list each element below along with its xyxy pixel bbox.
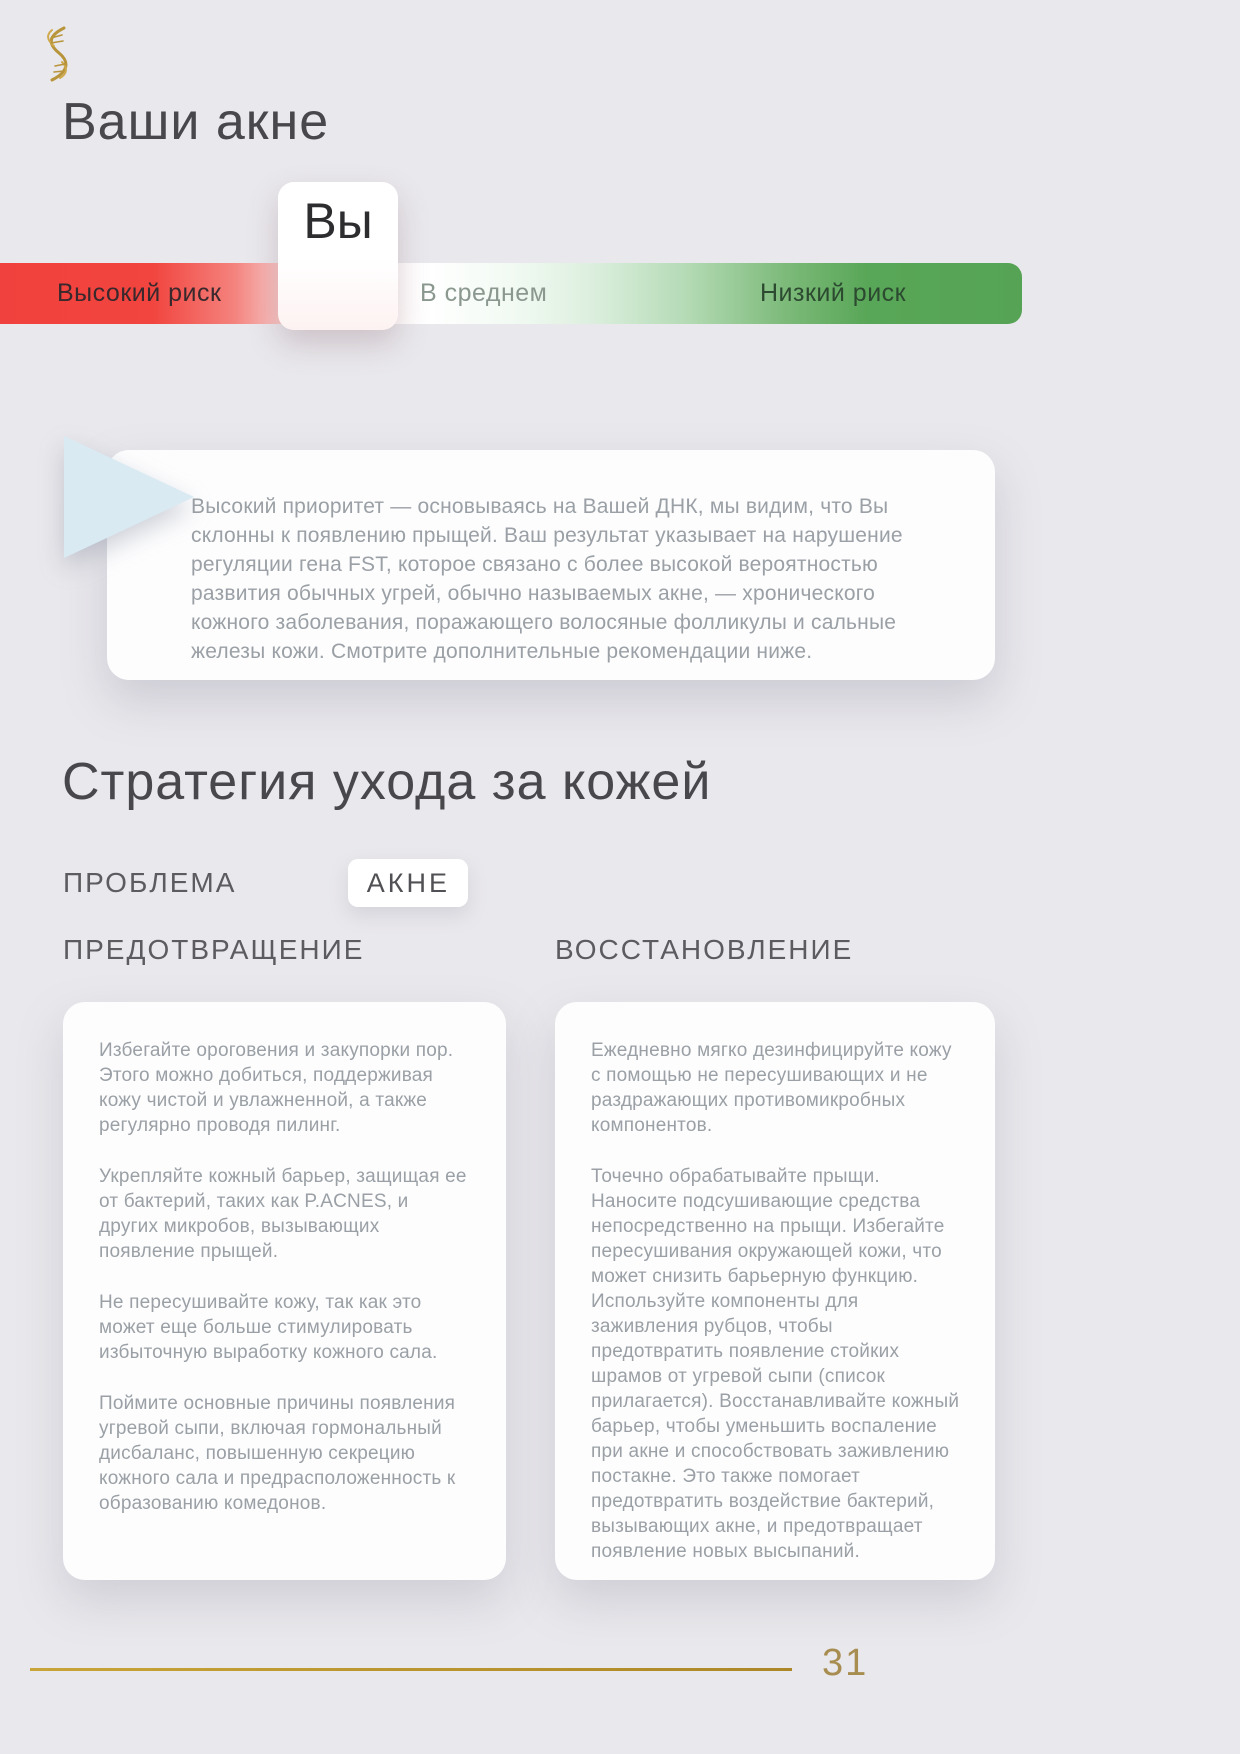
prevention-paragraph: Не пересушивайте кожу, так как это может еще больше стимулировать избыточную выработку кожного сала. (99, 1292, 438, 1363)
you-marker-label: Вы (303, 193, 373, 249)
prevention-paragraph: Поймите основные причины появления угревой сыпи, включая гормональный дисбаланс, повышенную секрецию кожного сала и предрасположенность к образованию комедонов. (99, 1393, 456, 1514)
pointer-triangle-icon (64, 436, 194, 558)
dna-helix-icon (42, 26, 72, 82)
risk-gradient-bar (0, 263, 1022, 324)
problem-label: ПРОБЛЕМА (63, 867, 237, 898)
risk-label-high: Высокий риск (57, 279, 222, 307)
problem-value-badge: АКНЕ (348, 859, 468, 907)
prevention-card (63, 1002, 506, 1580)
you-marker-card (278, 182, 398, 330)
page-number: 31 (822, 1642, 869, 1684)
summary-card (107, 450, 995, 680)
restoration-paragraph: Ежедневно мягко дезинфицируйте кожу с помощью не пересушивающих и не раздражающих противомикробных компонентов. (591, 1040, 952, 1136)
problem-row (63, 858, 468, 908)
section-title: Стратегия ухода за кожей (62, 753, 712, 811)
restoration-paragraph: Точечно обрабатывайте прыщи. Наносите подсушивающие средства непосредственно на прыщи. Избегайте пересушивания окружающей кожи, что может снизить барьерную функцию. Используйте компоненты для заживления рубцов, чтобы предотвратить появление стойких шрамов от угревой сыпи (список прилагается). Восстанавливайте кожный барьер, чтобы уменьшить воспаление при акне и способствовать заживлению постакне. Это также помогает предотвратить воздействие бактерий, вызывающих акне, и предотвращает появление новых высыпаний. (591, 1166, 960, 1562)
summary-text: Высокий приоритет — основываясь на Вашей ДНК, мы видим, что Вы склонны к появлению прыщей. Ваш результат указывает на нарушение регуляции гена FST, которое связано с более высокой вероятностью развития обычных угрей, обычно называемых акне, — хронического кожного заболевания, поражающего волосяные фолликулы и сальные железы кожи. Смотрите дополнительные рекомендации ниже. (191, 495, 903, 663)
prevention-paragraph: Укрепляйте кожный барьер, защищая ее от бактерий, таких как P.ACNES, и других микробов, вызывающих появление прыщей. (99, 1166, 467, 1262)
risk-label-medium: В среднем (420, 279, 548, 307)
column-heading-prevention: ПРЕДОТВРАЩЕНИЕ (63, 934, 365, 965)
restoration-card (555, 1002, 995, 1580)
footer-divider-line (30, 1668, 792, 1671)
risk-label-low: Низкий риск (760, 279, 907, 307)
page-title: Ваши акне (62, 93, 330, 151)
column-heading-restoration: ВОССТАНОВЛЕНИЕ (555, 934, 854, 965)
prevention-paragraph: Избегайте ороговения и закупорки пор. Этого можно добиться, поддерживая кожу чистой и увлажненной, а также регулярно проводя пилинг. (99, 1040, 454, 1136)
